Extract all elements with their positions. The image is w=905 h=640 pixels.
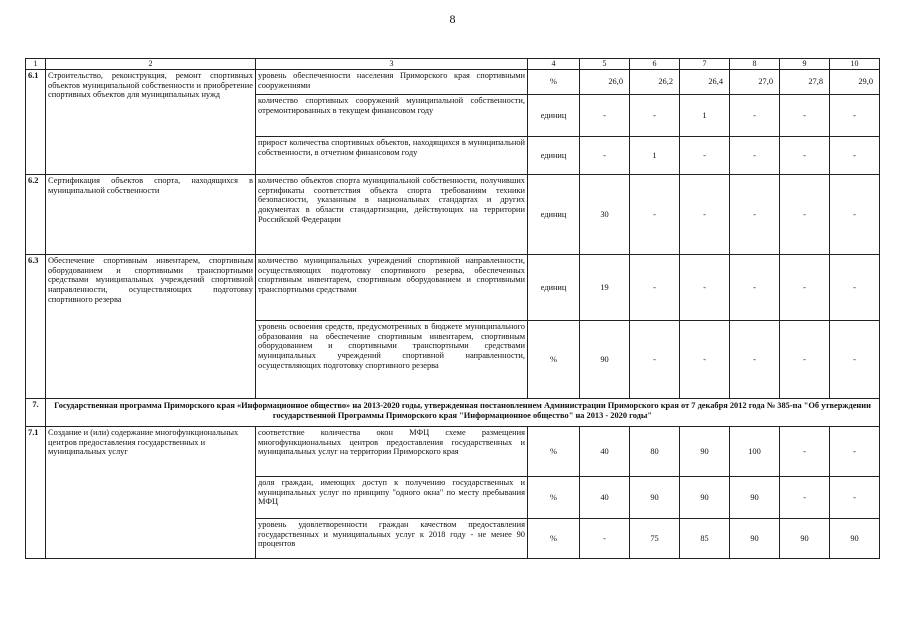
value-cell: -	[630, 255, 680, 321]
value-cell: -	[830, 427, 880, 477]
unit: единиц	[528, 255, 580, 321]
unit: %	[528, 70, 580, 95]
value-cell: -	[830, 137, 880, 175]
value-cell: -	[780, 427, 830, 477]
table-row	[26, 175, 880, 255]
value-cell: 90	[830, 519, 880, 559]
event-name: Строительство, реконструкция, ремонт спортивных объектов муниципальной собственности и приобретение спортивных объектов для муниципальных нужд	[46, 70, 256, 175]
value-cell: -	[580, 95, 630, 137]
indicator-text: уровень удовлетворенности граждан качеством предоставления государственных и муниципальных услуг к 2018 году - не менее 90 процентов	[256, 519, 528, 559]
value-cell: -	[730, 321, 780, 399]
value-cell: -	[830, 477, 880, 519]
table-row	[26, 255, 880, 321]
value-cell: 90	[630, 477, 680, 519]
value-cell: -	[680, 175, 730, 255]
indicators-table	[25, 58, 880, 559]
value-cell: -	[730, 137, 780, 175]
value-cell: -	[730, 95, 780, 137]
value-cell: 90	[780, 519, 830, 559]
value-cell: 1	[680, 95, 730, 137]
value-cell: -	[680, 255, 730, 321]
value-cell: -	[730, 175, 780, 255]
value-cell: -	[630, 95, 680, 137]
value-cell: 29,0	[830, 70, 880, 95]
value-cell: 85	[680, 519, 730, 559]
col-header: 1	[26, 59, 46, 70]
unit: %	[528, 427, 580, 477]
table-row	[26, 70, 880, 95]
value-cell: 1	[630, 137, 680, 175]
unit: %	[528, 477, 580, 519]
value-cell: -	[630, 175, 680, 255]
col-header: 4	[528, 59, 580, 70]
value-cell: 90	[580, 321, 630, 399]
value-cell: 40	[580, 477, 630, 519]
value-cell: -	[780, 321, 830, 399]
unit: единиц	[528, 137, 580, 175]
unit: %	[528, 321, 580, 399]
value-cell: -	[780, 95, 830, 137]
col-header: 6	[630, 59, 680, 70]
page-number: 8	[449, 12, 456, 26]
value-cell: 40	[580, 427, 630, 477]
value-cell: 27,0	[730, 70, 780, 95]
row-number: 6.1	[26, 70, 46, 175]
indicator-text: уровень обеспеченности населения Приморского края спортивными сооружениями	[256, 70, 528, 95]
value-cell: 19	[580, 255, 630, 321]
section-title: Государственная программа Приморского края «Информационное общество» на 2013-2020 годы, утвержденная постановлением Администрации Приморского края от 7 декабря 2012 года № 385-па "Об утверждении государственной Программы Приморского края "Информационное общество" на 2013 - 2020 годы"	[46, 399, 880, 427]
value-cell: -	[730, 255, 780, 321]
value-cell: 30	[580, 175, 630, 255]
value-cell: -	[830, 255, 880, 321]
value-cell: -	[780, 477, 830, 519]
indicator-text: прирост количества спортивных объектов, находящихся в муниципальной собственности, в отчетном финансовом году	[256, 137, 528, 175]
row-number: 7.1	[26, 427, 46, 559]
value-cell: 90	[730, 477, 780, 519]
unit: единиц	[528, 95, 580, 137]
section-number: 7.	[26, 399, 46, 427]
row-number: 6.2	[26, 175, 46, 255]
value-cell: -	[780, 175, 830, 255]
value-cell: -	[830, 175, 880, 255]
col-header: 3	[256, 59, 528, 70]
indicator-text: соответствие количества окон МФЦ схеме размещения многофункциональных центров предоставления государственных и муниципальных услуг на территории Приморского края	[256, 427, 528, 477]
indicator-text: количество объектов спорта муниципальной собственности, получивших сертификаты соответствия объекта спорта требованиям техники безопасности, указанным в национальных стандартах и других документах в области стандартизации, действующих на территории Российской Федерации	[256, 175, 528, 255]
row-number: 6.3	[26, 255, 46, 399]
unit: единиц	[528, 175, 580, 255]
value-cell: -	[680, 137, 730, 175]
indicator-text: уровень освоения средств, предусмотренных в бюджете муниципального образования на обеспечение спортивным инвентарем, спортивным оборудованием и спортивными транспортными средствами муниципальных учреждений спортивной направленности, осуществляющих подготовку спортивного резерва	[256, 321, 528, 399]
value-cell: 27,8	[780, 70, 830, 95]
table-row	[26, 427, 880, 477]
value-cell: 26,4	[680, 70, 730, 95]
value-cell: 80	[630, 427, 680, 477]
event-name: Сертификация объектов спорта, находящихся в муниципальной собственности	[46, 175, 256, 255]
value-cell: 26,2	[630, 70, 680, 95]
col-header: 8	[730, 59, 780, 70]
col-header: 2	[46, 59, 256, 70]
value-cell: -	[580, 137, 630, 175]
event-name: Создание и (или) содержание многофункциональных центров предоставления государственных и муниципальных услуг	[46, 427, 256, 559]
col-header: 5	[580, 59, 630, 70]
value-cell: -	[830, 95, 880, 137]
header-row	[26, 59, 880, 70]
unit: %	[528, 519, 580, 559]
indicator-text: количество муниципальных учреждений спортивной направленности, осуществляющих подготовку спортивного резерва, обеспеченных спортивным инвентарем, спортивным оборудованием и спортивными транспортными средствами	[256, 255, 528, 321]
indicator-text: доля граждан, имеющих доступ к получению государственных и муниципальных услуг по принципу "одного окна" по месту пребывания МФЦ	[256, 477, 528, 519]
col-header: 10	[830, 59, 880, 70]
col-header: 9	[780, 59, 830, 70]
value-cell: 26,0	[580, 70, 630, 95]
value-cell: -	[780, 255, 830, 321]
value-cell: -	[830, 321, 880, 399]
value-cell: -	[680, 321, 730, 399]
value-cell: 90	[730, 519, 780, 559]
col-header: 7	[680, 59, 730, 70]
value-cell: 90	[680, 477, 730, 519]
value-cell: 100	[730, 427, 780, 477]
value-cell: 90	[680, 427, 730, 477]
value-cell: -	[580, 519, 630, 559]
value-cell: -	[780, 137, 830, 175]
section-row	[26, 399, 880, 427]
event-name: Обеспечение спортивным инвентарем, спортивным оборудованием и спортивными транспортными средствами муниципальных учреждений спортивной направленности, осуществляющих подготовку спортивного резерва	[46, 255, 256, 399]
indicator-text: количество спортивных сооружений муниципальной собственности, отремонтированных в текущем финансовом году	[256, 95, 528, 137]
value-cell: -	[630, 321, 680, 399]
value-cell: 75	[630, 519, 680, 559]
